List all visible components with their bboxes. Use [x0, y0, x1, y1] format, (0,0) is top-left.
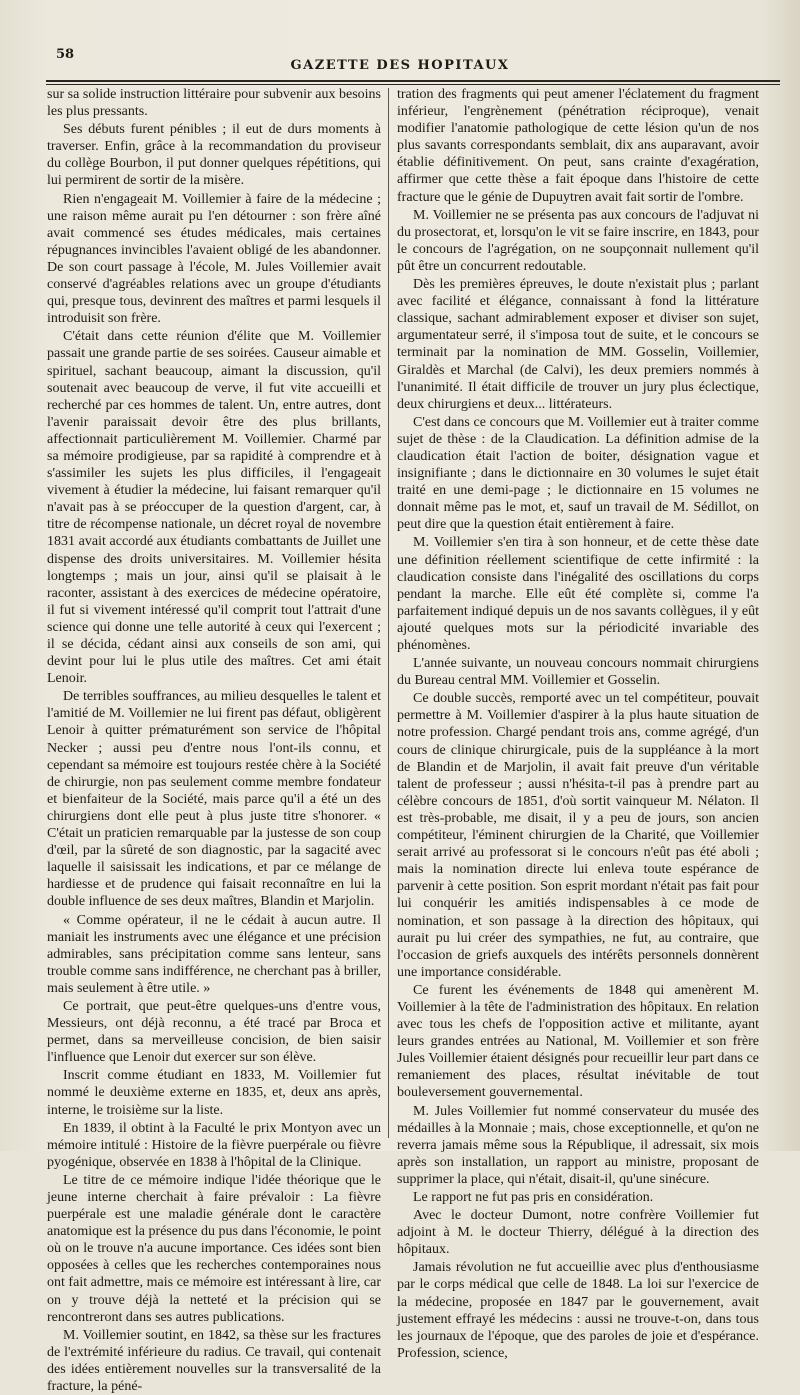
paragraph: C'était dans cette réunion d'élite que M. Voillemier passait une grande partie de ses soirées. Causeur aimable et spirituel, sachant beaucoup, aimant la discussion, qu'il soutenait avec beaucoup de verve, il fut vite accueilli et recherché par ces hommes de talent. Un, entre autres, dont l'avenir paraissait devoir être des plus brillants, affectionnait particulièrement M. Voillemier. Charmé par sa mémoire prodigieuse, par sa rapidité à comprendre et à s'assimiler les sujets les plus difficiles, il l'engageait vivement à étudier la médecine, lui faisant remarquer qu'il n'avait pas à se préoccuper de la question d'argent, car, à titre de récompense nationale, un décret royal de novembre 1831 avait accordé aux étudiants combattants de Juillet une dispense des droits universitaires. M. Voillemier hésita longtemps ; mais un jour, ainsi qu'il se plaisait à le raconter, assistant à des exercices de médecine opératoire, il fut si vivement intéressé qu'il comprit tout l'attrait d'une science qui donne une telle autorité à ceux qui l'exercent ; il se décida, cédant ainsi aux conseils de son ami, qui devint pour lui le plus utile des maîtres. Cet ami était Lenoir.	[47, 329, 381, 687]
running-title: GAZETTE DES HOPITAUX	[290, 58, 510, 73]
paragraph: Le rapport ne fut pas pris en considération.	[413, 1190, 654, 1205]
header-rule	[46, 80, 780, 85]
paragraph: Jamais révolution ne fut accueillie avec plus d'enthousiasme par le corps médical que celle de 1848. La loi sur l'exercice de la médecine, proposée en 1847 par le gouvernement, avait justement effrayé les médecins : aussi ne trouve-t-on, dans tous les journaux de l'époque, que des paroles de joie et d'espérance. Profession, science,	[397, 1260, 759, 1361]
left-column	[47, 86, 381, 1395]
column-divider	[388, 88, 389, 1138]
page-number: 58	[56, 47, 75, 62]
paragraph: M. Jules Voillemier fut nommé conservateur du musée des médailles à la Monnaie ; mais, chose exceptionnelle, et qu'on ne reverra jamais même sous la République, il adressait, six mois après son installation, un rapport au ministre, proposant de supprimer la place, qui n'était, disait-il, qu'une sinécure.	[397, 1103, 759, 1187]
right-column	[397, 86, 759, 1361]
paragraph: Ses débuts furent pénibles ; il eut de durs moments à traverser. Enfin, grâce à la recommandation du proviseur du collège Bourbon, il put donner quelques répétitions, qui lui permirent de sortir de la misère.	[47, 122, 381, 189]
paragraph: En 1839, il obtint à la Faculté le prix Montyon avec un mémoire intitulé : Histoire de la fièvre puerpérale ou fièvre pyogénique, observée en 1838 à l'hôpital de la Clinique.	[47, 1120, 381, 1170]
paragraph: Ce double succès, remporté avec un tel compétiteur, pouvait permettre à M. Voillemier d'aspirer à la plus haute situation de notre profession. Chargé pendant trois ans, comme agrégé, d'un cours de clinique chirurgicale, puis de la suppléance à la mort de Blandin et de Marjolin, il avait fait preuve d'un véritable talent de professeur ; aussi n'hésita-t-il pas à prendre part au célèbre concours de 1851, d'où sortit vainqueur M. Nélaton. Il est très-probable, me disait, il y a peu de jours, son ancien compétiteur, l'éminent chirurgien de la Charité, que Voillemier serait arrivé au professorat si le concours n'eût pas été aboli ; mais la nomination directe lui enleva toute espérance de parvenir à cette position. Son esprit mordant n'était pas fait pour lui conquérir les amitiés indispensables à ce mode de nomination, et son passage à la direction des hôpitaux, qui aurait pu lui créer des sympathies, ne fut, au contraire, que l'occasion de griefs auxquels des intérêts personnels donnèrent une importance considérable.	[397, 691, 759, 980]
paragraph: De terribles souffrances, au milieu desquelles le talent et l'amitié de M. Voillemier ne lui firent pas défaut, obligèrent Lenoir à quitter prématurément son service de l'hôpital Necker ; aussi peu d'entre nous l'ont-ils connu, et cependant sa mémoire est toujours restée chère à la Société de chirurgie, non pas seulement comme membre fondateur et bienfaiteur de la Société, mais parce qu'il a été un des chirurgiens dont elle peut à plus juste titre s'honorer. « C'était un praticien remarquable par la justesse de son coup d'œil, par la sûreté de son diagnostic, par la sagacité avec laquelle il saisissait les indications, et par ce mélange de hardiesse et de prudence qui faisait reconnaître en lui la double influence de ses deux maîtres, Blandin et Marjolin.	[47, 689, 381, 910]
paragraph: Avec le docteur Dumont, notre confrère Voillemier fut adjoint à M. le docteur Thierry, délégué à la direction des hôpitaux.	[397, 1208, 759, 1258]
paragraph: M. Voillemier s'en tira à son honneur, et de cette thèse date une définition réellement scientifique de cette infirmité : la claudication consiste dans l'inégalité des oscillations du corps pendant la marche. Elle eût été complète si, comme l'a parfaitement indiqué depuis un de nos savants collègues, il y eût ajouté quelques mots sur la périodicité invariable des phénomènes.	[397, 535, 759, 653]
paragraph: C'est dans ce concours que M. Voillemier eut à traiter comme sujet de thèse : de la Claudication. La définition admise de la claudication était l'action de boiter, désignation vague et insignifiante ; dans le dictionnaire en 30 volumes le sujet était traité en une demi-page ; le dictionnaire en 15 volumes ne donnait même pas le mot, et, sauf un travail de M. Sédillot, on peut dire que la question était entièrement à faire.	[397, 414, 759, 533]
paragraph: Inscrit comme étudiant en 1833, M. Voillemier fut nommé le deuxième externe en 1835, et, deux ans après, interne, le troisième sur la liste.	[47, 1068, 381, 1118]
paragraph: sur sa solide instruction littéraire pour subvenir aux besoins les plus pressants.	[47, 87, 381, 120]
paragraph: M. Voillemier ne se présenta pas aux concours de l'adjuvat ni du prosectorat, et, lorsqu'on le vit se faire inscrire, en 1843, pour le concours de l'agrégation, on ne soupçonnait nullement qu'il pût être un concurrent redoutable.	[397, 207, 759, 274]
paragraph: M. Voillemier soutint, en 1842, sa thèse sur les fractures de l'extrémité inférieure du radius. Ce travail, qui contenait des idées entièrement nouvelles sur la transversalité de la fracture, la péné-	[47, 1327, 381, 1395]
paragraph: Ce portrait, que peut-être quelques-uns d'entre vous, Messieurs, ont déjà reconnu, a été tracé par Broca et permet, dans sa merveilleuse concision, de bien saisir l'influence que Lenoir dut exercer sur son élève.	[47, 998, 381, 1066]
paragraph: Ce furent les événements de 1848 qui amenèrent M. Voillemier à la tête de l'administration des hôpitaux. En relation avec tous les chefs de l'opposition active et militante, ayant leurs grandes entrées au National, M. Voillemier et son frère Jules Voillemier étaient désignés pour recueillir leur part dans ce remaniement des places, résultat inévitable de tout bouleversement gouvernemental.	[397, 982, 759, 1101]
paragraph: Dès les premières épreuves, le doute n'existait plus ; parlant avec facilité et élégance, connaissant à fond la littérature classique, sachant admirablement exposer et diviser son sujet, argumentateur serré, il s'imposa tout de suite, et le concours se terminait par la nomination de MM. Gosselin, Voillemier, Giraldès et Marchal (de Calvi), les deux premiers nommés à l'unanimité. Il était difficile de trouver un jury plus éclectique, deux chirurgiens et deux... littérateurs.	[397, 277, 759, 412]
paragraph: Rien n'engageait M. Voillemier à faire de la médecine ; une raison même aurait pu l'en détourner : son frère aîné avait commencé ses études médicales, mais certaines répugnances invincibles l'avaient obligé de les abandonner. De son court passage à l'école, M. Jules Voillemier avait conservé d'agréables relations avec un groupe d'étudiants qui, presque tous, devinrent des maîtres et parmi lesquels il introduisit son frère.	[47, 191, 381, 327]
paragraph: L'année suivante, un nouveau concours nommait chirurgiens du Bureau central MM. Voillemier et Gosselin.	[397, 656, 759, 689]
paragraph: « Comme opérateur, il ne le cédait à aucun autre. Il maniait les instruments avec une élégance et une précision admirables, sans précipitation comme sans lenteur, sans trouble comme sans indifférence, ne cherchant pas à briller, mais seulement à être utile. »	[47, 912, 381, 996]
paragraph: tration des fragments qui peut amener l'éclatement du fragment inférieur, l'engrènement (pénétration réciproque), venait modifier l'anatomie pathologique de cette lésion qu'un de nos plus savants correspondants semblait, dix ans auparavant, avoir établie définitivement. On peut, sans crainte d'exagération, affirmer que cette thèse a fait époque dans l'histoire de cette fracture que le génie de Dupuytren avait fait sortir de l'ombre.	[397, 87, 759, 205]
paragraph: Le titre de ce mémoire indique l'idée théorique que le jeune interne cherchait à faire prévaloir : La fièvre puerpérale est une maladie générale dont le caractère anatomique est la présence du pus dans l'économie, le point où on le trouve n'a aucune importance. Ces idées sont bien opposées à celles que les recherches contemporaines nous ont fait admettre, mais ce mémoire est intéressant à lire, car on y trouve déjà la netteté et la précision qui se rencontreront dans ses autres publications.	[47, 1172, 381, 1325]
